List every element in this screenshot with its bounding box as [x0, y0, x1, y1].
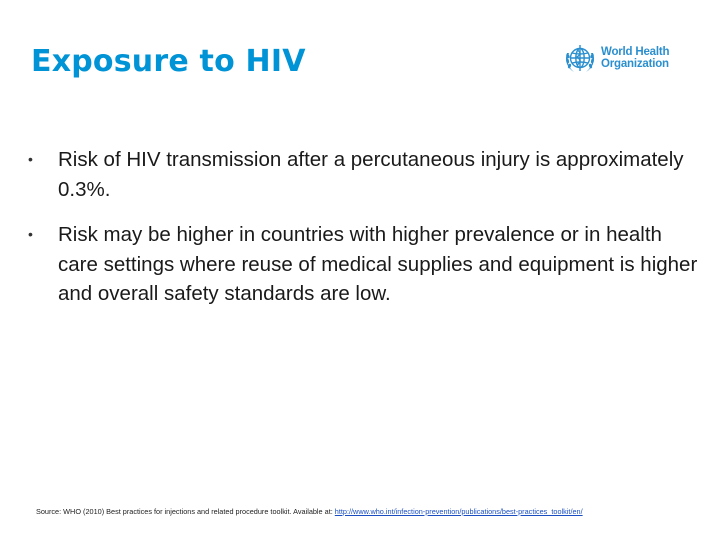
source-link[interactable]: http://www.who.int/infection-prevention/publications/best-practices_toolkit/en/ [334, 507, 583, 516]
logo-line-1: World Health [601, 46, 670, 58]
bullet-text: Risk of HIV transmission after a percutaneous injury is approximately 0.3%. [58, 148, 684, 201]
source-citation [36, 507, 583, 516]
bullet-marker: • [28, 226, 33, 242]
bullet-list [28, 145, 698, 325]
logo-line-2: Organization [601, 58, 669, 70]
slide-title: Exposure to HIV [31, 44, 306, 79]
bullet-text: Risk may be higher in countries with higher prevalence or in health care settings where reuse of medical supplies and equipment is higher and overall safety standards are low. [58, 223, 698, 305]
bullet-item [28, 220, 698, 309]
who-emblem-icon [563, 41, 597, 75]
who-logo [563, 40, 703, 76]
bullet-marker: • [28, 151, 33, 167]
source-text: Source: WHO (2010) Best practices for injections and related procedure toolkit. Available at: [36, 507, 335, 516]
bullet-item [28, 145, 698, 204]
